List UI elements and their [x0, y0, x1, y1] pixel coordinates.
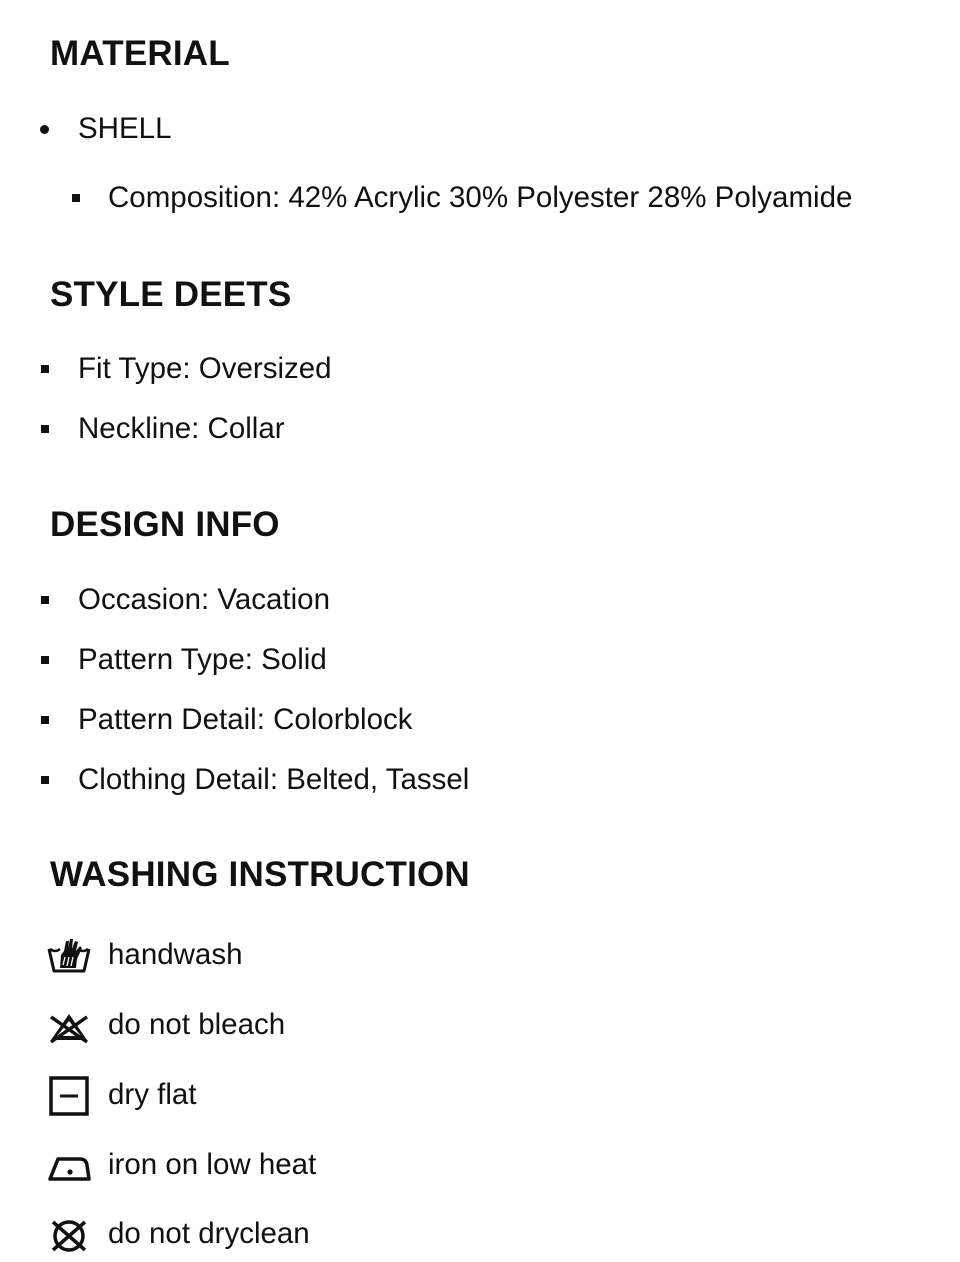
bullet-square [41, 776, 49, 784]
composition-text: Composition: 42% Acrylic 30% Polyester 28% Polyamide [108, 181, 853, 214]
list-item [0, 700, 960, 740]
style-deets-heading: STYLE DEETS [50, 275, 292, 314]
washing-instruction-heading: WASHING INSTRUCTION [50, 855, 470, 894]
iron-low-heat-icon [46, 1145, 92, 1185]
shell-label: SHELL [78, 112, 172, 145]
handwash-icon [46, 935, 92, 975]
list-item-shell [0, 109, 960, 149]
washing-item-do-not-dryclean [0, 1214, 960, 1254]
bullet-square [41, 596, 49, 604]
washing-item-handwash [0, 935, 960, 975]
list-item [0, 409, 960, 449]
bullet-square [41, 716, 49, 724]
design-info-heading: DESIGN INFO [50, 505, 280, 544]
washing-item-dry-flat [0, 1075, 960, 1115]
do-not-dryclean-label: do not dryclean [108, 1217, 310, 1250]
do-not-dryclean-icon [46, 1214, 92, 1254]
clothing-detail-text: Clothing Detail: Belted, Tassel [78, 763, 470, 796]
bullet-square [41, 656, 49, 664]
washing-item-do-not-bleach [0, 1005, 960, 1045]
pattern-type-text: Pattern Type: Solid [78, 643, 327, 676]
pattern-detail-text: Pattern Detail: Colorblock [78, 703, 413, 736]
material-heading: MATERIAL [50, 34, 230, 73]
bullet-square [41, 425, 49, 433]
list-item [0, 760, 960, 800]
occasion-text: Occasion: Vacation [78, 583, 330, 616]
bullet-square [41, 365, 49, 373]
washing-item-iron-low-heat [0, 1145, 960, 1185]
list-item [0, 580, 960, 620]
do-not-bleach-label: do not bleach [108, 1008, 286, 1041]
bullet-disc [40, 125, 49, 134]
dry-flat-icon [46, 1075, 92, 1115]
list-item [0, 640, 960, 680]
handwash-label: handwash [108, 938, 243, 971]
fit-type-text: Fit Type: Oversized [78, 352, 332, 385]
iron-low-heat-label: iron on low heat [108, 1148, 317, 1181]
bullet-square [72, 194, 80, 202]
list-item-composition [0, 178, 960, 218]
dry-flat-label: dry flat [108, 1078, 197, 1111]
list-item [0, 349, 960, 389]
neckline-text: Neckline: Collar [78, 412, 285, 445]
do-not-bleach-icon [46, 1005, 92, 1045]
